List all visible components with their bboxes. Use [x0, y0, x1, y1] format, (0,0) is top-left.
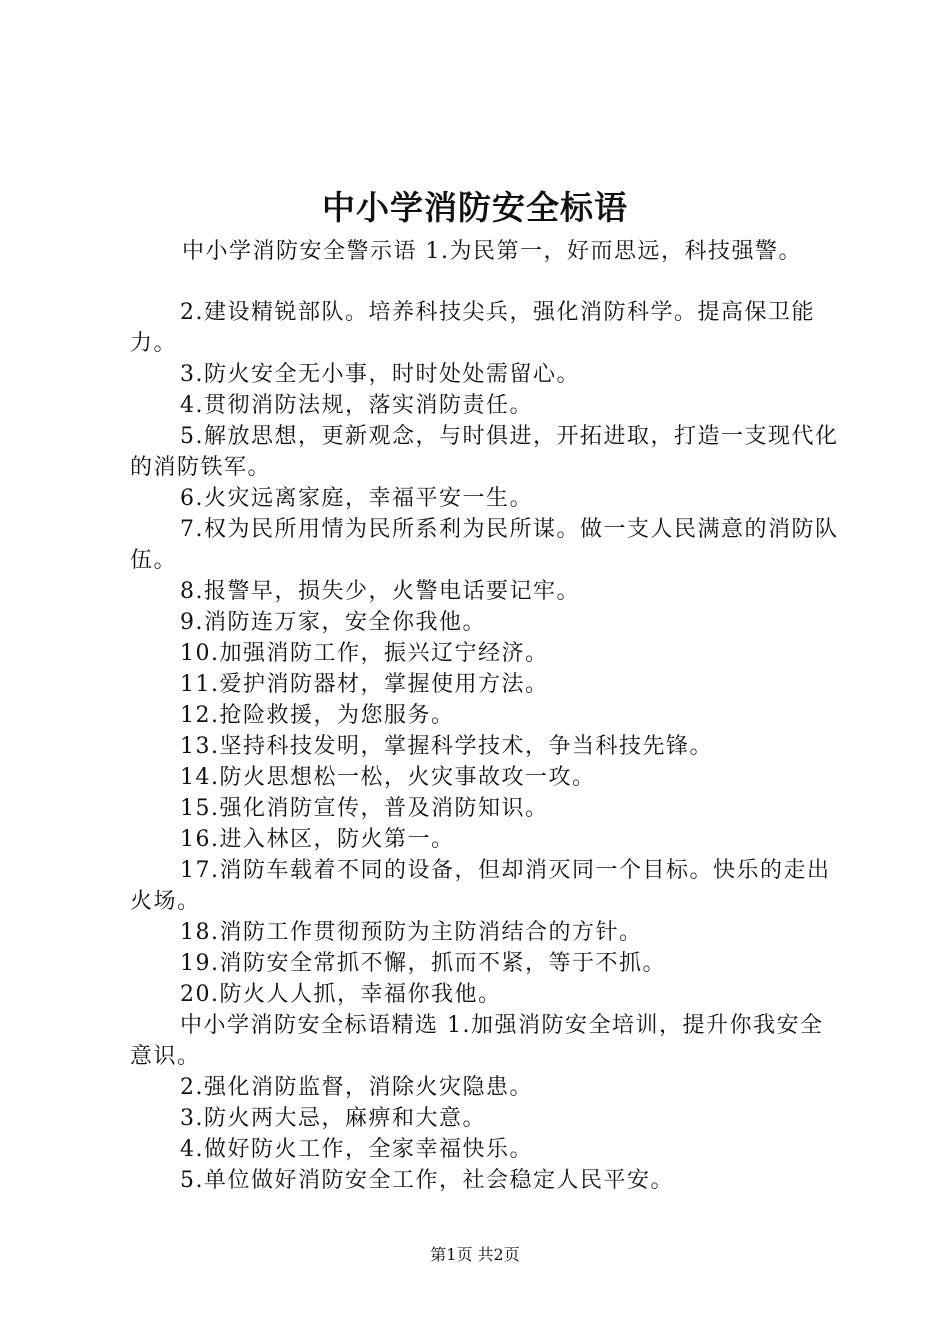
- paragraph: 5.单位做好消防安全工作，社会稳定人民平安。: [180, 1168, 674, 1193]
- document-body: [130, 236, 842, 1196]
- paragraph: 16.进入林区，防火第一。: [180, 827, 455, 852]
- paragraph: 20.防火人人抓，幸福你我他。: [180, 982, 502, 1007]
- paragraph: 7.权为民所用情为民所系利为民所谋。做一支人民满意的消防队伍。: [130, 517, 839, 573]
- page-footer: 第1页 共2页: [430, 1245, 520, 1264]
- paragraph: 中小学消防安全标语精选 1.加强消防安全培训，提升你我安全意识。: [130, 1013, 824, 1069]
- paragraph: 17.消防车载着不同的设备，但却消灭同一个目标。快乐的走出火场。: [130, 858, 831, 914]
- paragraph: 3.防火安全无小事，时时处处需留心。: [180, 362, 580, 387]
- paragraph: 11.爱护消防器材，掌握使用方法。: [180, 672, 549, 697]
- paragraph: 4.贯彻消防法规，落实消防责任。: [180, 393, 533, 418]
- paragraph: 6.火灾远离家庭，幸福平安一生。: [180, 486, 533, 511]
- paragraph: 19.消防安全常抓不懈，抓而不紧，等于不抓。: [180, 951, 666, 976]
- paragraph: 8.报警早，损失少，火警电话要记牢。: [180, 579, 580, 604]
- paragraph: 14.防火思想松一松，火灾事故攻一攻。: [180, 765, 596, 790]
- paragraph: 12.抢险救援，为您服务。: [180, 703, 455, 728]
- paragraph: 9.消防连万家，安全你我他。: [180, 610, 486, 635]
- paragraph: 2.强化消防监督，消除火灾隐患。: [180, 1075, 533, 1100]
- paragraph: 4.做好防火工作，全家幸福快乐。: [180, 1137, 533, 1162]
- paragraph: 13.坚持科技发明，掌握科学技术，争当科技先锋。: [180, 734, 713, 759]
- paragraph: 3.防火两大忌，麻痹和大意。: [180, 1106, 486, 1131]
- document-title: 中小学消防安全标语: [322, 188, 628, 227]
- paragraph: 18.消防工作贯彻预防为主防消结合的方针。: [180, 920, 643, 945]
- paragraph: 5.解放思想，更新观念，与时俱进，开拓进取，打造一支现代化的消防铁军。: [130, 424, 839, 480]
- paragraph: 中小学消防安全警示语 1.为民第一，好而思远，科技强警。: [182, 239, 802, 264]
- paragraph: 2.建设精锐部队。培养科技尖兵，强化消防科学。提高保卫能力。: [130, 300, 815, 356]
- paragraph: 10.加强消防工作，振兴辽宁经济。: [180, 641, 549, 666]
- paragraph: 15.强化消防宣传，普及消防知识。: [180, 796, 549, 821]
